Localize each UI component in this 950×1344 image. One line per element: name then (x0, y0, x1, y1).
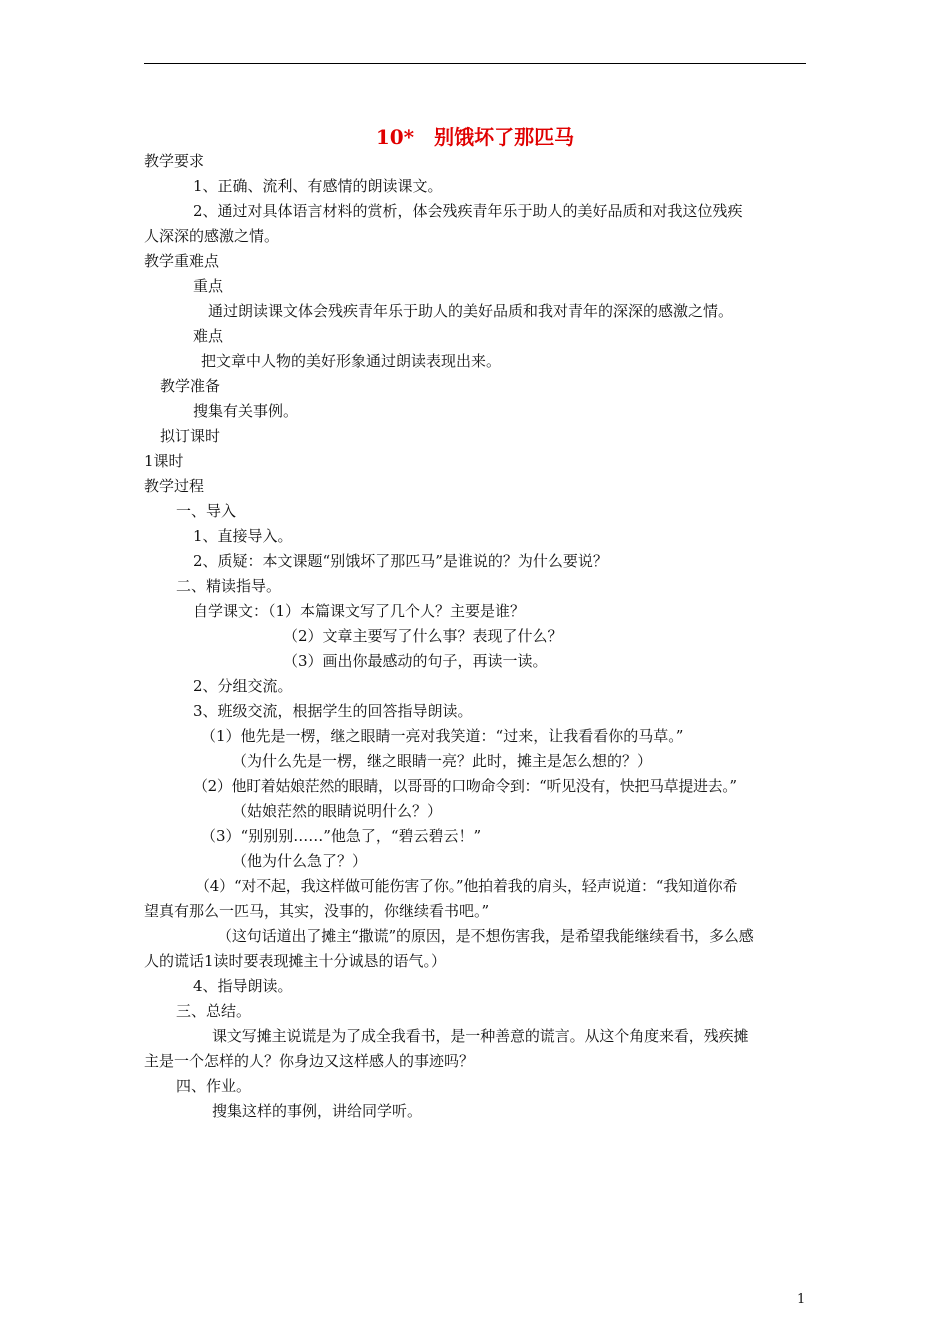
text-line: （2）他盯着姑娘茫然的眼睛，以哥哥的口吻命令到：“听见没有，快把马草提进去。” (193, 777, 737, 795)
text-line: 人的谎话1读时要表现摊主十分诚恳的语气。） (144, 952, 447, 970)
text-line: 主是一个怎样的人？你身边又这样感人的事迹吗？ (144, 1052, 475, 1070)
text-line: 人深深的感激之情。 (144, 227, 280, 245)
text-line: 一、导入 (176, 502, 237, 520)
text-line: 二、精读指导。 (176, 577, 282, 595)
text-line: 把文章中人物的美好形象通过朗读表现出来。 (201, 352, 502, 370)
text-line: 四、作业。 (176, 1077, 252, 1095)
text-line: 难点 (193, 327, 224, 345)
text-line: （姑娘茫然的眼睛说明什么？） (232, 802, 443, 820)
text-line: 教学重难点 (144, 252, 220, 270)
text-line: 2、质疑：本文课题“别饿坏了那匹马”是谁说的？为什么要说？ (193, 552, 608, 570)
text-line: 搜集有关事例。 (193, 402, 299, 420)
text-line: （为什么先是一楞，继之眼睛一亮？此时，摊主是怎么想的？） (232, 752, 653, 770)
text-line: 教学要求 (144, 152, 205, 170)
text-line: （3）“别别别……”他急了，“碧云碧云！” (201, 827, 482, 845)
text-line: （1）他先是一楞，继之眼睛一亮对我笑道：“过来，让我看看你的马草。” (201, 727, 684, 745)
text-line: 4、指导朗读。 (193, 977, 293, 995)
header-rule (144, 63, 806, 64)
text-line: 1、正确、流利、有感情的朗读课文。 (193, 177, 443, 195)
text-line: 三、总结。 (176, 1002, 252, 1020)
text-line: 1课时 (144, 452, 184, 470)
text-line: 教学过程 (144, 477, 205, 495)
text-line: （4）“对不起，我这样做可能伤害了你。”他拍着我的肩头，轻声说道：“我知道你希 (195, 877, 738, 895)
text-line: （这句话道出了摊主“撒谎”的原因，是不想伤害我，是希望我能继续看书，多么感 (217, 927, 754, 945)
text-line: 望真有那么一匹马，其实，没事的，你继续看书吧。” (144, 902, 490, 920)
text-line: 教学准备 (160, 377, 221, 395)
text-line: （2）文章主要写了什么事？表现了什么？ (283, 627, 563, 645)
text-line: 3、班级交流，根据学生的回答指导朗读。 (193, 702, 473, 720)
text-line: 重点 (193, 277, 224, 295)
text-line: 2、分组交流。 (193, 677, 293, 695)
text-line: 搜集这样的事例，讲给同学听。 (212, 1102, 423, 1120)
text-line: （3）画出你最感动的句子，再读一读。 (283, 652, 548, 670)
lesson-title: 10* 别饿坏了那匹马 (375, 125, 575, 149)
page-number: 1 (797, 1292, 806, 1307)
text-line: 1、直接导入。 (193, 527, 293, 545)
text-line: （他为什么急了？） (232, 852, 368, 870)
text-line: 2、通过对具体语言材料的赏析，体会残疾青年乐于助人的美好品质和对我这位残疾 (193, 202, 743, 220)
text-line: 通过朗读课文体会残疾青年乐于助人的美好品质和我对青年的深深的感激之情。 (208, 302, 734, 320)
text-line: 自学课文：（1）本篇课文写了几个人？主要是谁？ (193, 602, 526, 620)
text-line: 拟订课时 (160, 427, 221, 445)
text-line: 课文写摊主说谎是为了成全我看书，是一种善意的谎言。从这个角度来看，残疾摊 (212, 1027, 749, 1045)
